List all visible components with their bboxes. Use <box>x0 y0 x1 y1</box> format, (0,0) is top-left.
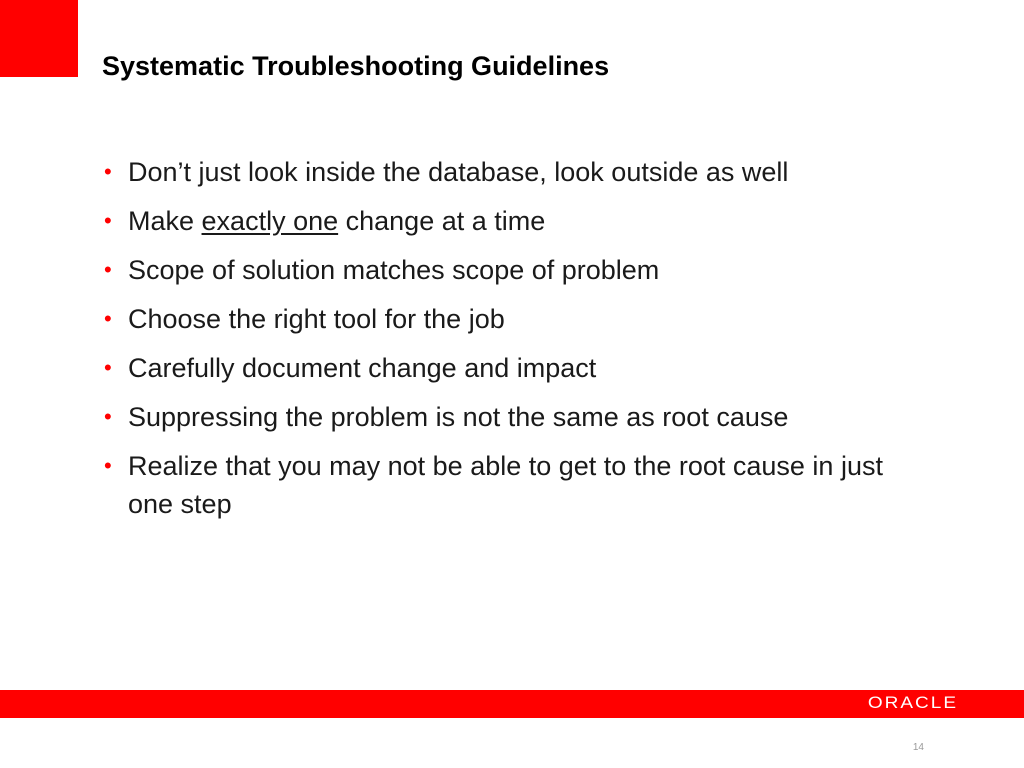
bullet-item-6 <box>104 398 904 436</box>
bullet-marker: • <box>104 306 112 331</box>
bullet-text: Carefully document change and impact <box>128 353 597 383</box>
bullet-item-7 <box>104 447 904 523</box>
bullet-text-emphasis: exactly one <box>201 206 339 236</box>
bullet-marker: • <box>104 355 112 380</box>
bullet-item-1 <box>104 153 904 191</box>
page-number: 14 <box>912 742 924 753</box>
bullet-text: Suppressing the problem is not the same as root cause <box>128 402 789 432</box>
bullet-text-after: change at a time <box>338 206 546 236</box>
slide-title: Systematic Troubleshooting Guidelines <box>102 51 610 81</box>
bullet-marker: • <box>104 453 112 478</box>
bullet-text: Scope of solution matches scope of problem <box>128 255 660 285</box>
bullet-item-5 <box>104 349 904 387</box>
bullet-marker: • <box>104 208 112 233</box>
bullet-marker: • <box>104 404 112 429</box>
bullet-text: Realize that you may not be able to get to the root cause in just one step <box>128 451 883 519</box>
bullet-item-4 <box>104 300 904 338</box>
bullet-marker: • <box>104 159 112 184</box>
bullet-text: Choose the right tool for the job <box>128 304 505 334</box>
bullet-text: Don’t just look inside the database, look outside as well <box>128 157 789 187</box>
bullet-text-before: Make <box>128 206 202 236</box>
bullet-item-3 <box>104 251 904 289</box>
bullet-marker: • <box>104 257 112 282</box>
bullet-item-2 <box>104 202 904 240</box>
bullet-list <box>104 153 904 534</box>
corner-accent-block <box>0 0 78 77</box>
oracle-logo: ORACLE <box>867 694 958 713</box>
